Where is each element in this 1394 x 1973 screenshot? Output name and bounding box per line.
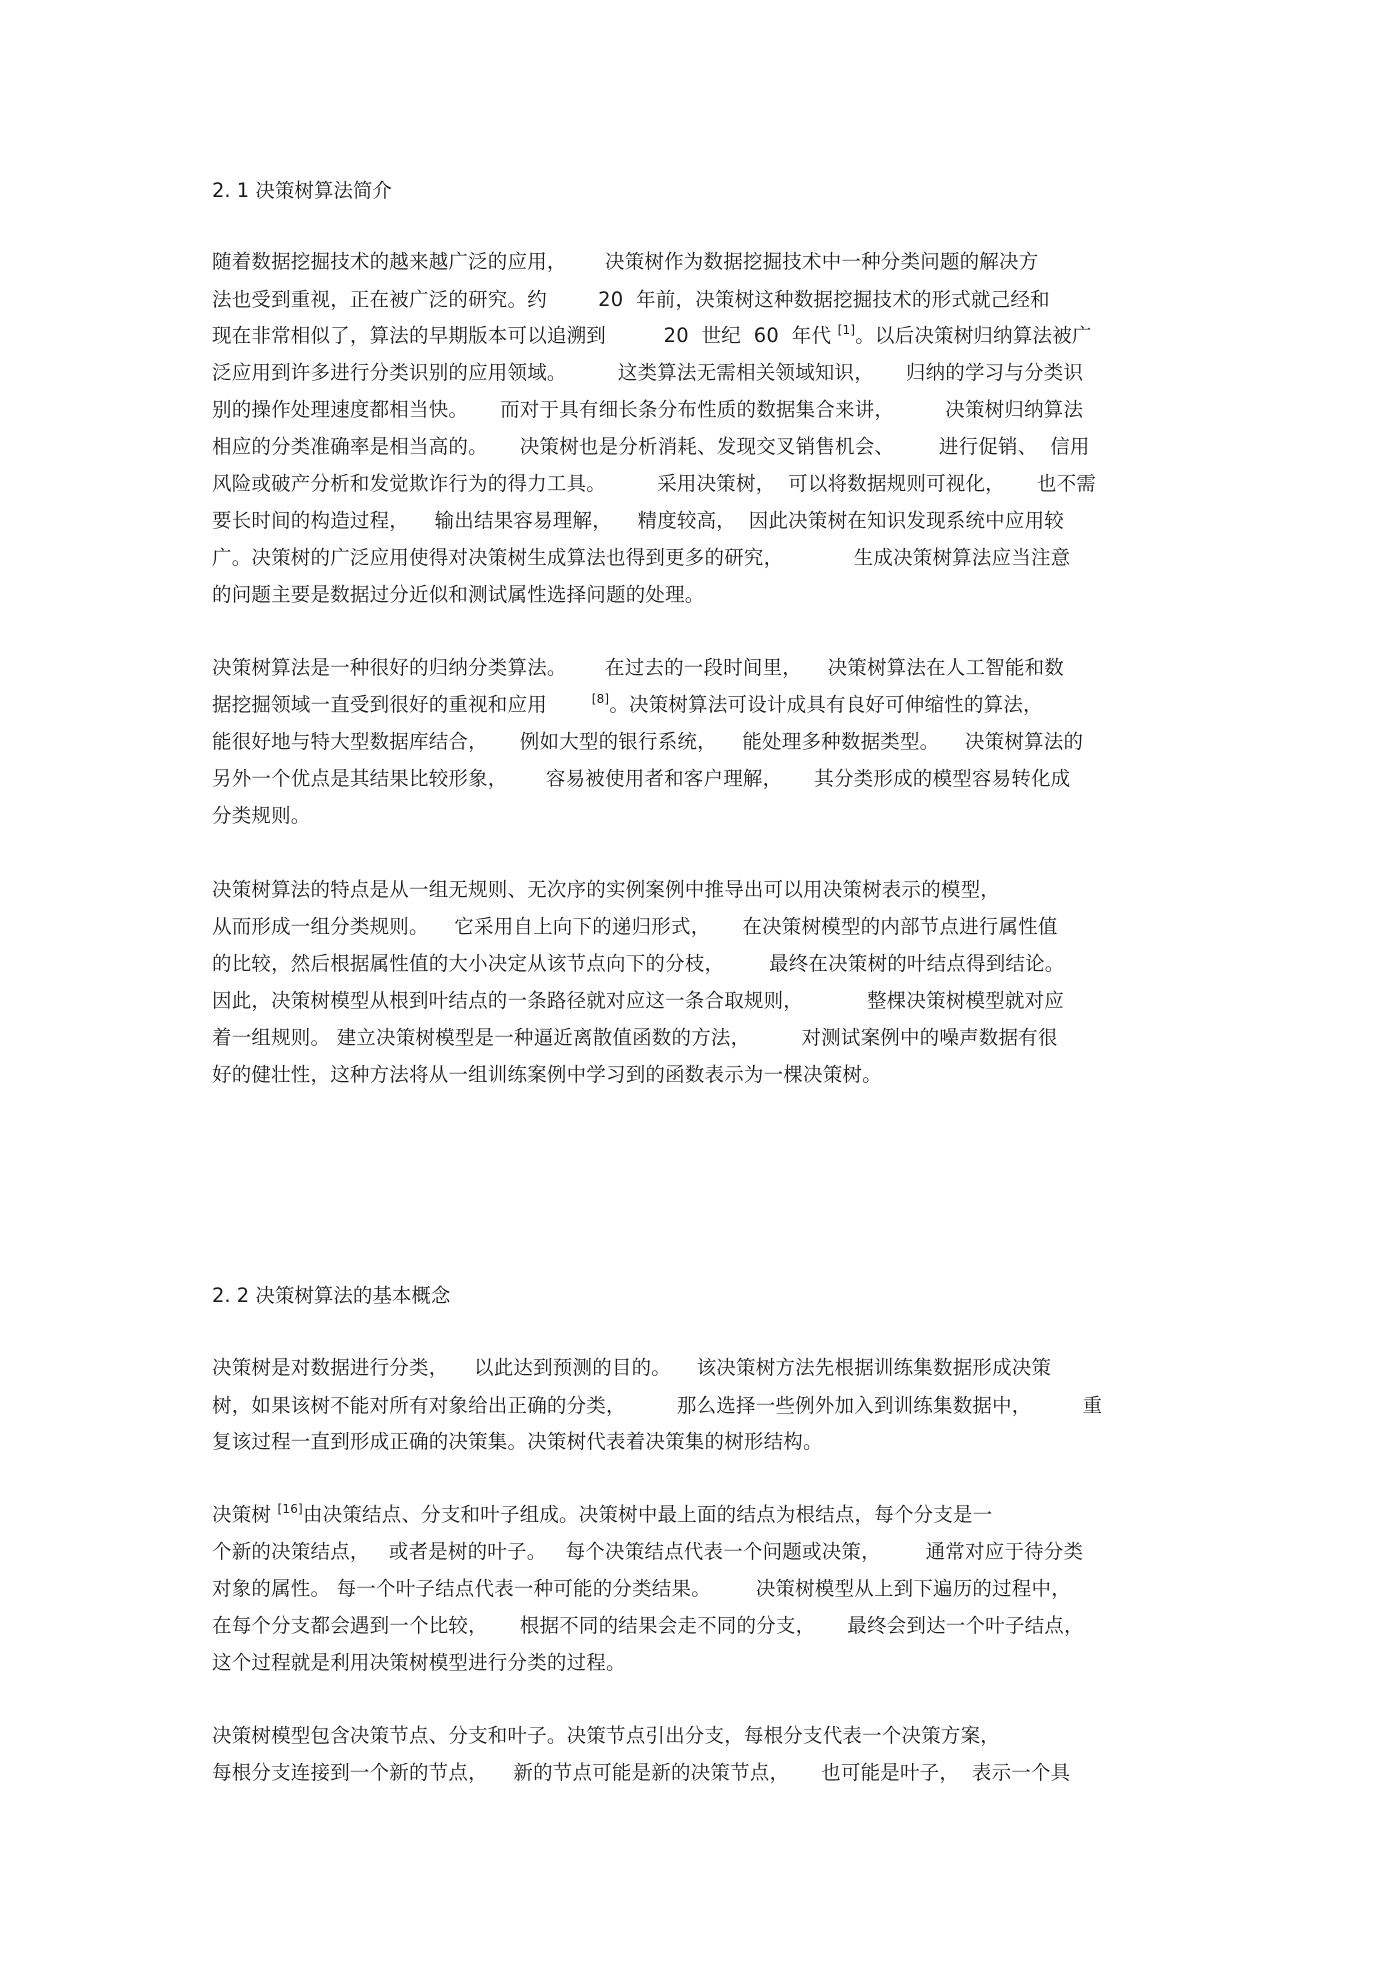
paragraph-line: 决策树算法是一种很好的归纳分类算法。 在过去的一段时间里， 决策树算法在人工智能和数 xyxy=(212,656,1064,679)
paragraph-line: 别的操作处理速度都相当快。 而对于具有细长条分布性质的数据集合来讲， 决策树归纳算法 xyxy=(212,398,1084,421)
citation: [1] xyxy=(837,323,856,337)
paragraph-line: 着一组规则。 建立决策树模型是一种逼近离散值函数的方法， 对测试案例中的噪声数据有很 xyxy=(212,1026,1058,1049)
paragraph-text: 据挖掘领域一直受到很好的重视和应用 xyxy=(212,693,547,716)
paragraph-line: 另外一个优点是其结果比较形象， 容易被使用者和客户理解， 其分类形成的模型容易转化成 xyxy=(212,767,1071,790)
paragraph-line: 这个过程就是利用决策树模型进行分类的过程。 xyxy=(212,1651,626,1674)
paragraph-line: 个新的决策结点， 或者是树的叶子。 每个决策结点代表一个问题或决策， 通常对应于待分类 xyxy=(212,1540,1084,1563)
paragraph-line: 对象的属性。 每一个叶子结点代表一种可能的分类结果。 决策树模型从上到下遍历的过程中， xyxy=(212,1577,1071,1600)
paragraph-text: 。以后决策树归纳算法被广 xyxy=(855,324,1092,347)
paragraph-line: 决策树是对数据进行分类， 以此达到预测的目的。 该决策树方法先根据训练集数据形成决策 xyxy=(212,1356,1052,1379)
paragraph-line: 在每个分支都会遇到一个比较， 根据不同的结果会走不同的分支， 最终会到达一个叶子结点， xyxy=(212,1614,1084,1637)
paragraph-line: 随着数据挖掘技术的越来越广泛的应用， 决策树作为数据挖掘技术中一种分类问题的解决方 xyxy=(212,250,1039,273)
paragraph-line xyxy=(212,1502,992,1528)
paragraph-line: 决策树算法的特点是从一组无规则、无次序的实例案例中推导出可以用决策树表示的模型， xyxy=(212,878,1001,901)
citation: [16] xyxy=(277,1502,303,1516)
paragraph-text: 由决策结点、分支和叶子组成。决策树中最上面的结点为根结点，每个分支是一 xyxy=(302,1503,993,1526)
paragraph-line: 泛应用到许多进行分类识别的应用领域。 这类算法无需相关领域知识， 归纳的学习与分类识 xyxy=(212,361,1084,384)
paragraph-line: 相应的分类准确率是相当高的。 决策树也是分析消耗、发现交叉销售机会、 进行促销、 信用 xyxy=(212,435,1090,458)
paragraph-line: 风险或破产分析和发觉欺诈行为的得力工具。 采用决策树， 可以将数据规则可视化， 也不需 xyxy=(212,472,1096,495)
paragraph-line: 的比较，然后根据属性值的大小决定从该节点向下的分枝， 最终在决策树的叶结点得到结论。 xyxy=(212,952,1065,975)
paragraph-text: 决策树 xyxy=(212,1503,278,1526)
paragraph-line: 分类规则。 xyxy=(212,804,311,827)
paragraph-line: 因此，决策树模型从根到叶结点的一条路径就对应这一条合取规则， 整棵决策树模型就对应 xyxy=(212,989,1064,1012)
paragraph-text: 现在非常相似了，算法的早期版本可以追溯到 20 世纪 60 年代 xyxy=(212,324,832,347)
paragraph-line: 法也受到重视，正在被广泛的研究。约 20 年前，决策树这种数据挖掘技术的形式就己经和 xyxy=(212,288,1050,311)
paragraph-line: 每根分支连接到一个新的节点， 新的节点可能是新的决策节点， 也可能是叶子， 表示一个具 xyxy=(212,1761,1071,1784)
paragraph-line: 决策树模型包含决策节点、分支和叶子。决策节点引出分支，每根分支代表一个决策方案， xyxy=(212,1724,1001,1747)
paragraph-line xyxy=(212,692,1043,718)
section-2-1-heading: 2. 1 决策树算法简介 xyxy=(212,179,392,202)
paragraph-line: 好的健壮性，这种方法将从一组训练案例中学习到的函数表示为一棵决策树。 xyxy=(212,1063,882,1086)
paragraph-line: 要长时间的构造过程， 输出结果容易理解， 精度较高， 因此决策树在知识发现系统中应用较 xyxy=(212,509,1064,532)
section-2-2-heading: 2. 2 决策树算法的基本概念 xyxy=(212,1284,451,1307)
paragraph-line: 广。决策树的广泛应用使得对决策树生成算法也得到更多的研究， 生成决策树算法应当注意 xyxy=(212,546,1071,569)
paragraph-text: 。决策树算法可设计成具有良好可伸缩性的算法， xyxy=(609,693,1043,716)
paragraph-line: 的问题主要是数据过分近似和测试属性选择问题的处理。 xyxy=(212,583,705,606)
paragraph-line: 从而形成一组分类规则。 它采用自上向下的递归形式， 在决策树模型的内部节点进行属性值 xyxy=(212,915,1058,938)
paragraph-line: 能很好地与特大型数据库结合， 例如大型的银行系统， 能处理多种数据类型。 决策树算法的 xyxy=(212,730,1084,753)
citation: [8] xyxy=(591,692,610,706)
paragraph-line xyxy=(212,323,1092,349)
paragraph-line: 树，如果该树不能对所有对象给出正确的分类， 那么选择一些例外加入到训练集数据中， 重 xyxy=(212,1394,1103,1417)
paragraph-line: 复该过程一直到形成正确的决策集。决策树代表着决策集的树形结构。 xyxy=(212,1430,823,1453)
